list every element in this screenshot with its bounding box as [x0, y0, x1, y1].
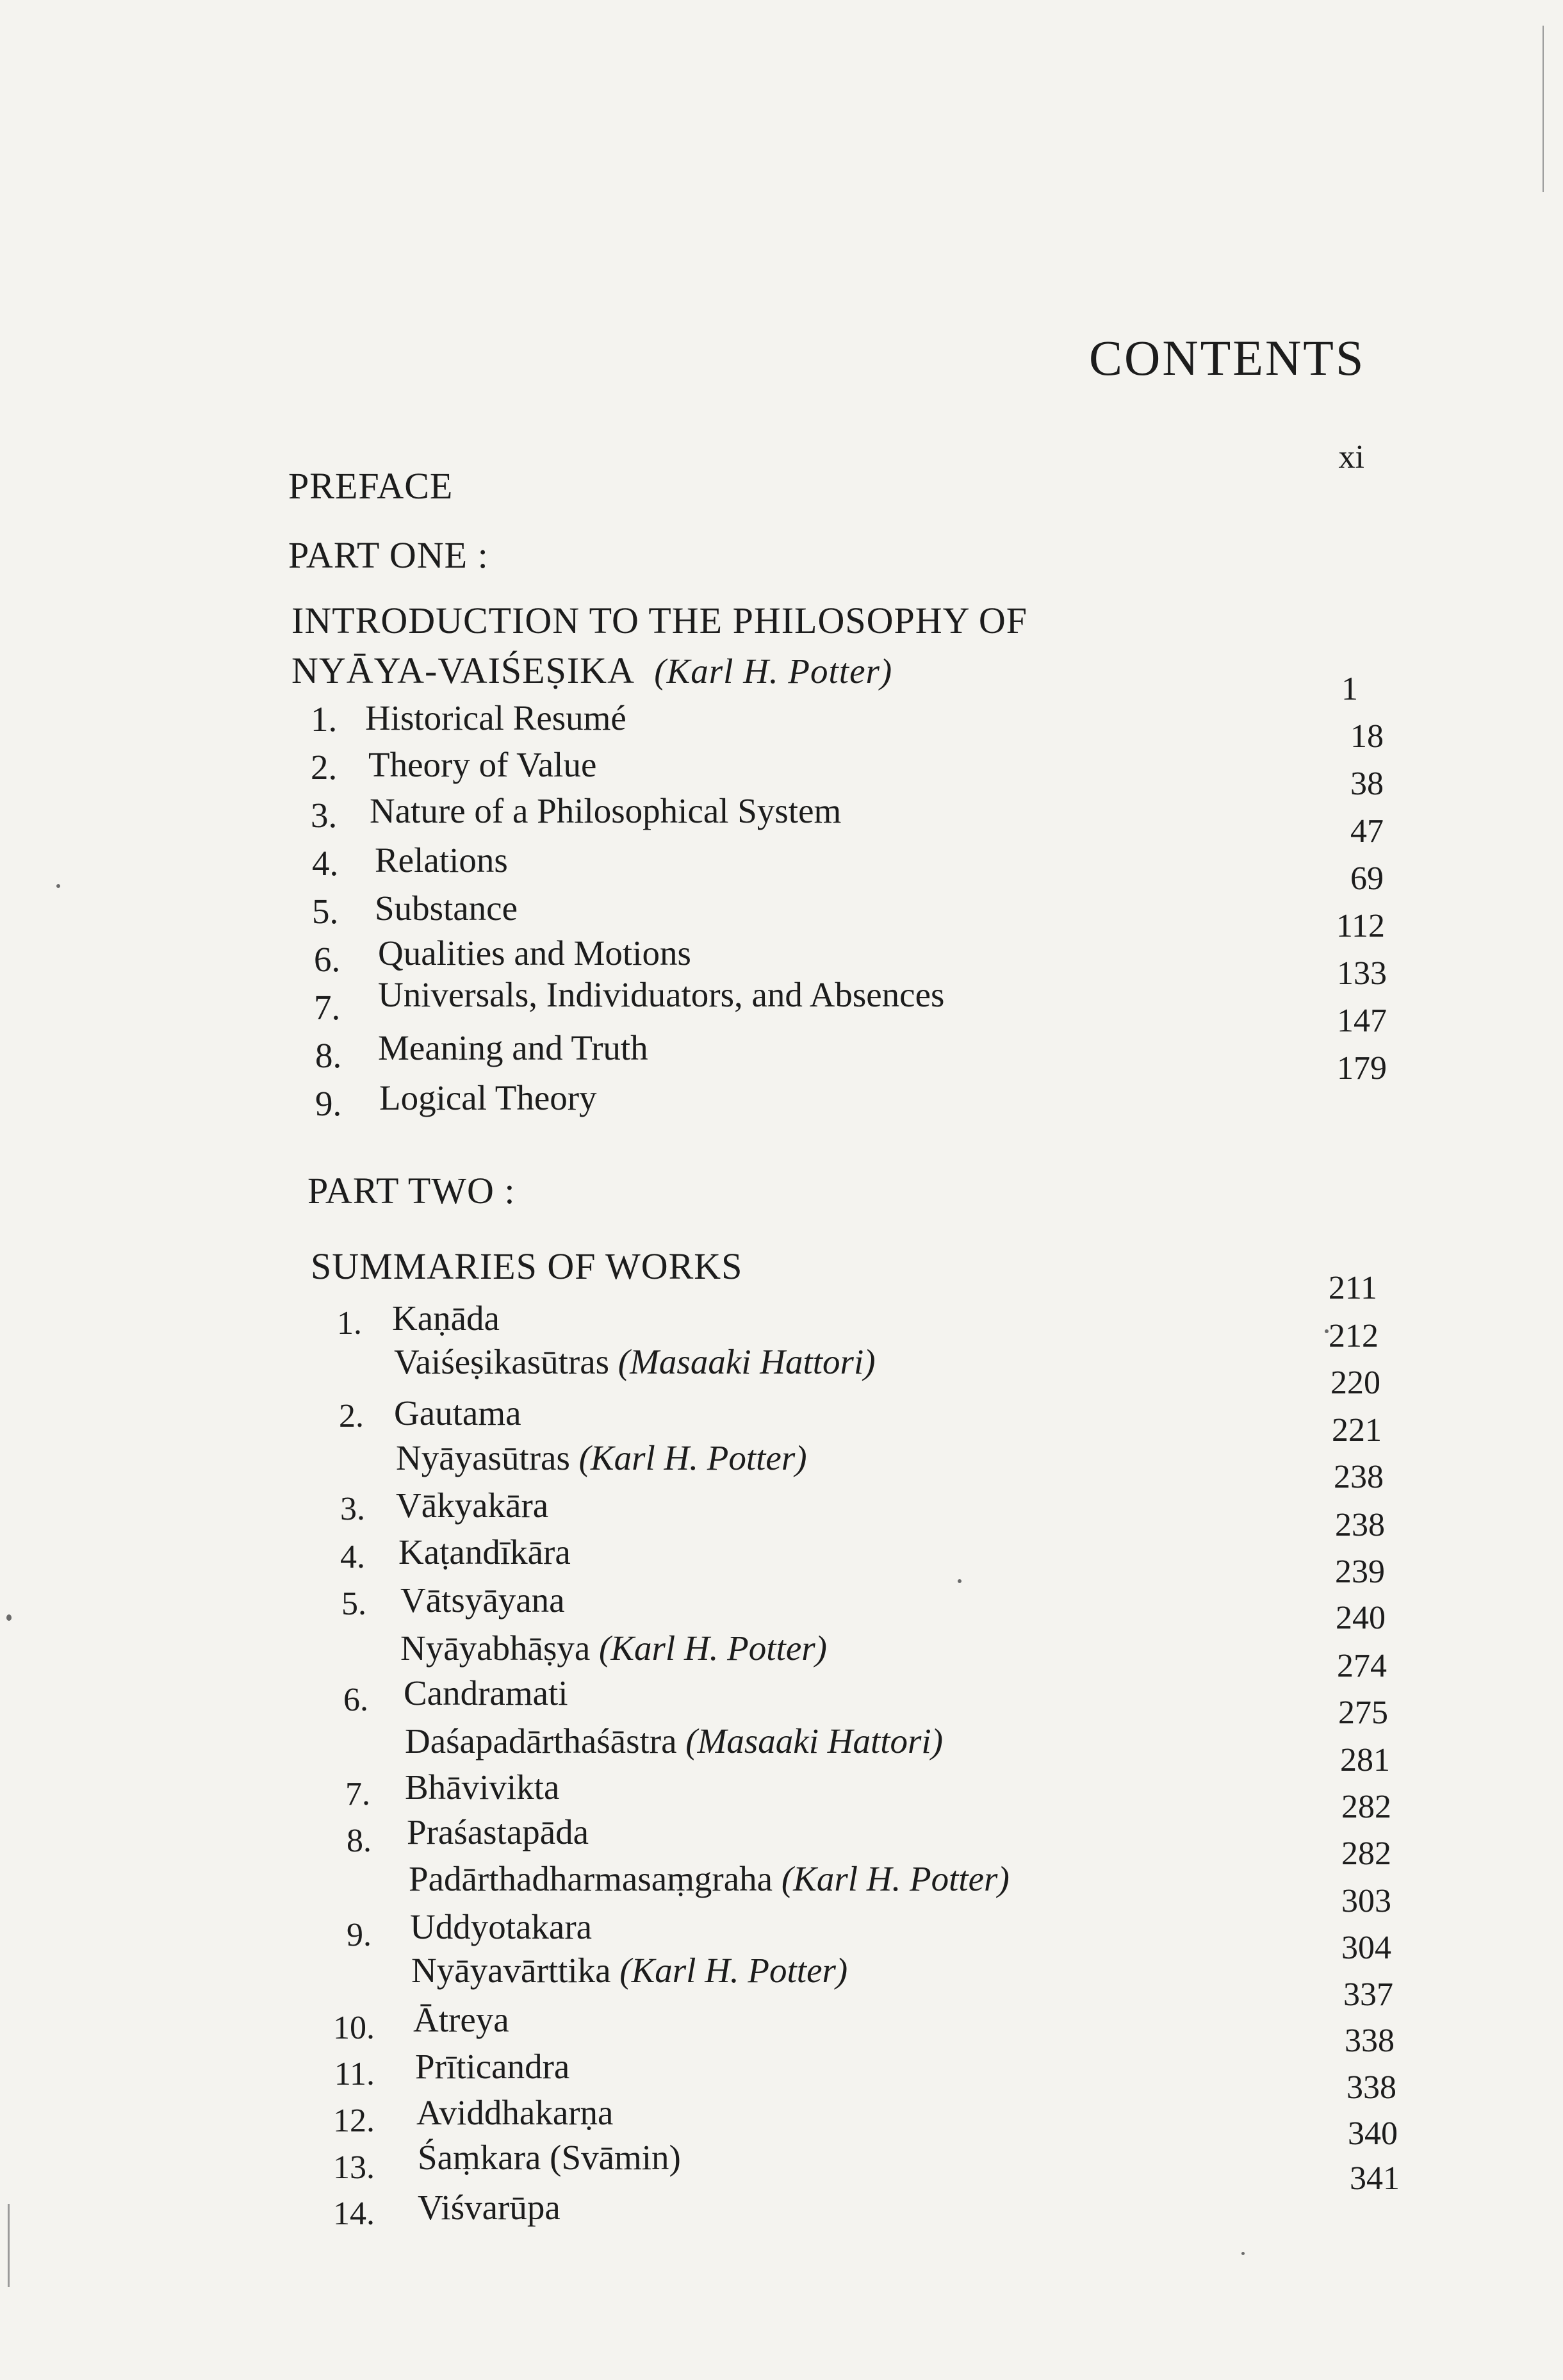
- work-author: (Karl H. Potter): [619, 1951, 848, 1990]
- work-page: 221: [1332, 1412, 1382, 1449]
- work-text: Daśapadārthaśāstra: [405, 1721, 677, 1760]
- work-number: 6.: [343, 1682, 368, 1718]
- work-page: 304: [1341, 1930, 1391, 1966]
- part-one-subtitle-text: NYĀYA-VAIŚEṢIKA: [291, 650, 633, 691]
- work-title: Uddyotakara: [410, 1907, 593, 1946]
- chapter-title: Historical Resumé: [365, 698, 626, 737]
- work-title: Prīticandra: [415, 2047, 570, 2086]
- work-page: 238: [1334, 1459, 1384, 1495]
- chapter-number: 7.: [314, 988, 341, 1027]
- chapter-page: 112: [1336, 908, 1385, 944]
- scan-edge-mark: [8, 2204, 10, 2287]
- chapter-number: 3.: [311, 796, 338, 835]
- scan-speck: [6, 1614, 12, 1621]
- work-text: Nyāyavārttika: [411, 1951, 611, 1990]
- work-text: Nyāyasūtras: [396, 1438, 570, 1477]
- work-number: 5.: [341, 1586, 366, 1622]
- chapter-number: 4.: [312, 844, 339, 883]
- work-number: 14.: [333, 2195, 375, 2232]
- chapter-number: 2.: [311, 748, 338, 787]
- work-number: 7.: [345, 1776, 370, 1812]
- chapter-number: 8.: [315, 1036, 342, 1075]
- chapter-title: Substance: [375, 889, 518, 928]
- part-one-section-subtitle: [291, 652, 892, 689]
- scan-speck: [1241, 2252, 1245, 2255]
- part-one-author: (Karl H. Potter): [654, 652, 893, 691]
- work-number: 8.: [347, 1823, 372, 1859]
- work-page: 238: [1335, 1507, 1385, 1543]
- work-text: Vaiśeṣikasūtras: [394, 1342, 610, 1381]
- work-author: (Karl H. Potter): [781, 1859, 1010, 1898]
- work-number: 3.: [340, 1491, 365, 1527]
- chapter-number: 6.: [314, 940, 341, 979]
- work-page: 282: [1341, 1789, 1391, 1825]
- work-page: 338: [1345, 2023, 1395, 2059]
- work-title: Bhāvivikta: [405, 1768, 560, 1807]
- chapter-title: Qualities and Motions: [378, 933, 691, 973]
- work-page: 274: [1337, 1648, 1387, 1684]
- work-page: 239: [1335, 1554, 1385, 1590]
- preface-label: PREFACE: [288, 465, 454, 507]
- work-page: 211: [1328, 1270, 1377, 1306]
- chapter-number: 5.: [312, 892, 339, 931]
- work-page: 212: [1329, 1318, 1379, 1354]
- work-author: (Karl H. Potter): [578, 1438, 807, 1477]
- chapter-page: 179: [1337, 1050, 1387, 1087]
- work-number: 13.: [333, 2149, 375, 2186]
- chapter-title: Nature of a Philosophical System: [370, 791, 842, 830]
- part-two-section-title: SUMMARIES OF WORKS: [311, 1245, 743, 1287]
- work-title: Gautama: [394, 1393, 521, 1432]
- scan-edge-mark: [1543, 26, 1544, 192]
- scan-speck: [56, 884, 60, 888]
- work-author: (Masaaki Hattori): [618, 1342, 876, 1381]
- work-page: 340: [1348, 2115, 1398, 2152]
- preface-page: xi: [1338, 439, 1364, 475]
- work-title: Śaṃkara (Svāmin): [418, 2138, 681, 2177]
- part-one-section-title: INTRODUCTION TO THE PHILOSOPHY OF: [291, 600, 1028, 641]
- chapter-title: Logical Theory: [379, 1078, 597, 1117]
- chapter-page: 133: [1337, 955, 1387, 992]
- chapter-title: Theory of Value: [368, 745, 597, 784]
- work-number: 1.: [337, 1305, 362, 1342]
- chapter-title: Universals, Individuators, and Absences: [378, 975, 945, 1014]
- chapter-page: 38: [1350, 766, 1384, 802]
- work-title: Praśastapāda: [407, 1812, 589, 1851]
- work-title: [409, 1861, 1010, 1896]
- work-text: Nyāyabhāṣya: [400, 1629, 591, 1668]
- contents-title: CONTENTS: [1089, 330, 1366, 386]
- work-number: 9.: [347, 1917, 372, 1953]
- work-title: Kaṭandīkāra: [398, 1532, 571, 1572]
- work-page: 275: [1338, 1695, 1388, 1731]
- work-title: Ātreya: [413, 2000, 509, 2039]
- work-page: 337: [1343, 1976, 1393, 2013]
- work-page: 341: [1350, 2160, 1400, 2197]
- work-title: Candramati: [404, 1673, 568, 1712]
- work-page: 338: [1346, 2069, 1396, 2106]
- work-title: Aviddhakarṇa: [416, 2093, 614, 2132]
- part-one-heading: PART ONE :: [288, 534, 489, 576]
- work-number: 11.: [334, 2056, 375, 2092]
- chapter-page: 18: [1350, 718, 1384, 755]
- work-title: Viśvarūpa: [418, 2188, 561, 2227]
- work-number: 10.: [333, 2010, 375, 2046]
- work-author: (Karl H. Potter): [599, 1629, 827, 1668]
- chapter-title: Meaning and Truth: [378, 1028, 648, 1067]
- work-page: 281: [1340, 1742, 1390, 1778]
- chapter-title: Relations: [375, 841, 508, 880]
- work-page: 303: [1341, 1883, 1391, 1919]
- work-number: 2.: [339, 1398, 364, 1434]
- work-page: 282: [1341, 1835, 1391, 1872]
- chapter-page: 147: [1337, 1003, 1387, 1039]
- work-title: [400, 1630, 827, 1666]
- work-title: [405, 1723, 943, 1759]
- work-title: Kaṇāda: [392, 1299, 500, 1338]
- work-title: Vākyakāra: [396, 1486, 549, 1525]
- chapter-page: 47: [1350, 813, 1384, 849]
- work-number: 12.: [333, 2103, 375, 2139]
- chapter-page: 69: [1350, 860, 1384, 897]
- work-title: [396, 1440, 807, 1475]
- scan-speck: [958, 1579, 962, 1583]
- work-page: 220: [1330, 1365, 1380, 1401]
- work-page: 240: [1336, 1600, 1386, 1636]
- work-author: (Masaaki Hattori): [685, 1721, 944, 1760]
- work-number: 4.: [340, 1539, 365, 1575]
- work-title: Vātsyāyana: [400, 1580, 565, 1620]
- work-title: [394, 1344, 876, 1379]
- work-title: [411, 1953, 847, 1988]
- chapter-number: 9.: [315, 1084, 342, 1123]
- part-two-heading: PART TWO :: [307, 1170, 516, 1211]
- chapter-number: 1.: [311, 700, 338, 739]
- chapter-page: 1: [1341, 671, 1358, 707]
- work-text: Padārthadharmasaṃgraha: [409, 1859, 773, 1898]
